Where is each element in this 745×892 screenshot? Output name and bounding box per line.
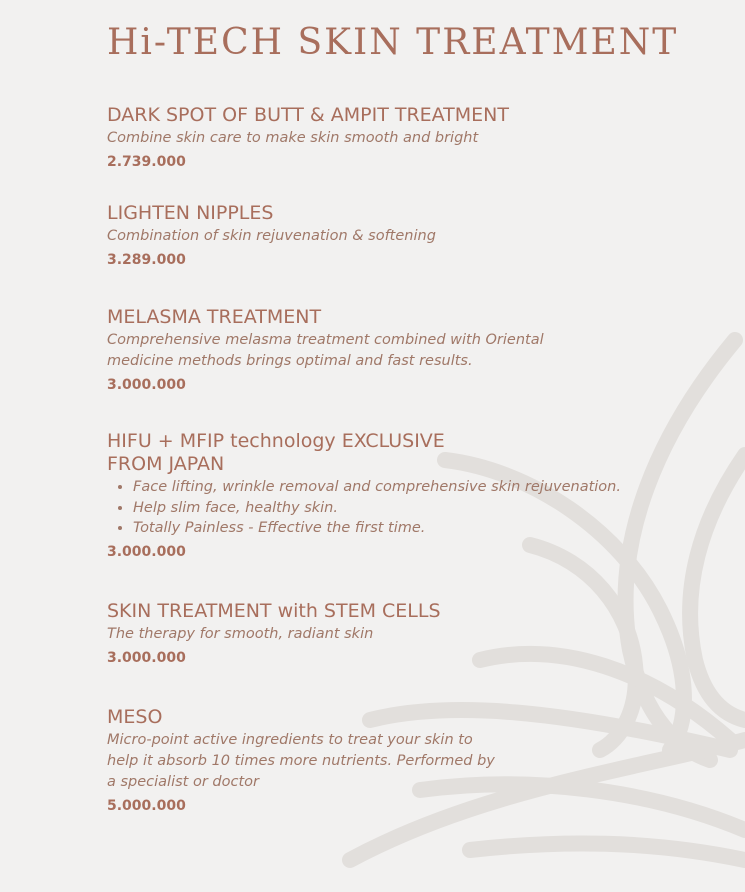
feature-item: • Face lifting, wrinkle removal and comprehensive skin rejuvenation. [133,477,621,498]
service-name: DARK SPOT OF BUTT & AMPIT TREATMENT [107,104,510,126]
service-item [107,202,436,271]
description-line: a specialist or doctor [107,774,259,790]
service-name [107,430,621,476]
service-price: 3.289.000 [107,252,186,268]
service-name: MESO [107,706,163,728]
feature-list [107,477,621,539]
service-price: 5.000.000 [107,798,186,814]
service-price: 3.000.000 [107,543,186,560]
service-price: 3.000.000 [107,377,186,393]
service-description: Combine skin care to make skin smooth and bright [107,130,479,146]
service-name-line: FROM JAPAN [107,453,225,475]
description-line: Comprehensive melasma treatment combined with Oriental [107,332,544,348]
service-price: 2.739.000 [107,154,186,170]
service-item [107,306,544,396]
service-price: 3.000.000 [107,650,186,666]
feature-item: • Help slim face, healthy skin. [133,498,621,519]
service-item [107,600,441,669]
service-description: Combination of skin rejuvenation & softening [107,228,436,244]
service-item [107,430,621,563]
service-description [107,330,544,372]
service-item [107,104,509,173]
service-name: LIGHTEN NIPPLES [107,202,274,224]
page-title: Hi-TECH SKIN TREATMENT [107,22,679,63]
service-name: MELASMA TREATMENT [107,306,322,328]
service-name: SKIN TREATMENT with STEM CELLS [107,600,441,622]
service-description: The therapy for smooth, radiant skin [107,626,374,642]
description-line: Micro-point active ingredients to treat your skin to [107,732,473,748]
description-line: medicine methods brings optimal and fast results. [107,353,473,369]
feature-item: • Totally Painless - Effective the first time. [133,518,621,539]
service-name-line: HIFU + MFIP technology EXCLUSIVE [107,430,445,452]
service-item [107,706,495,817]
description-line: help it absorb 10 times more nutrients. Performed by [107,753,495,769]
service-description [107,730,495,793]
